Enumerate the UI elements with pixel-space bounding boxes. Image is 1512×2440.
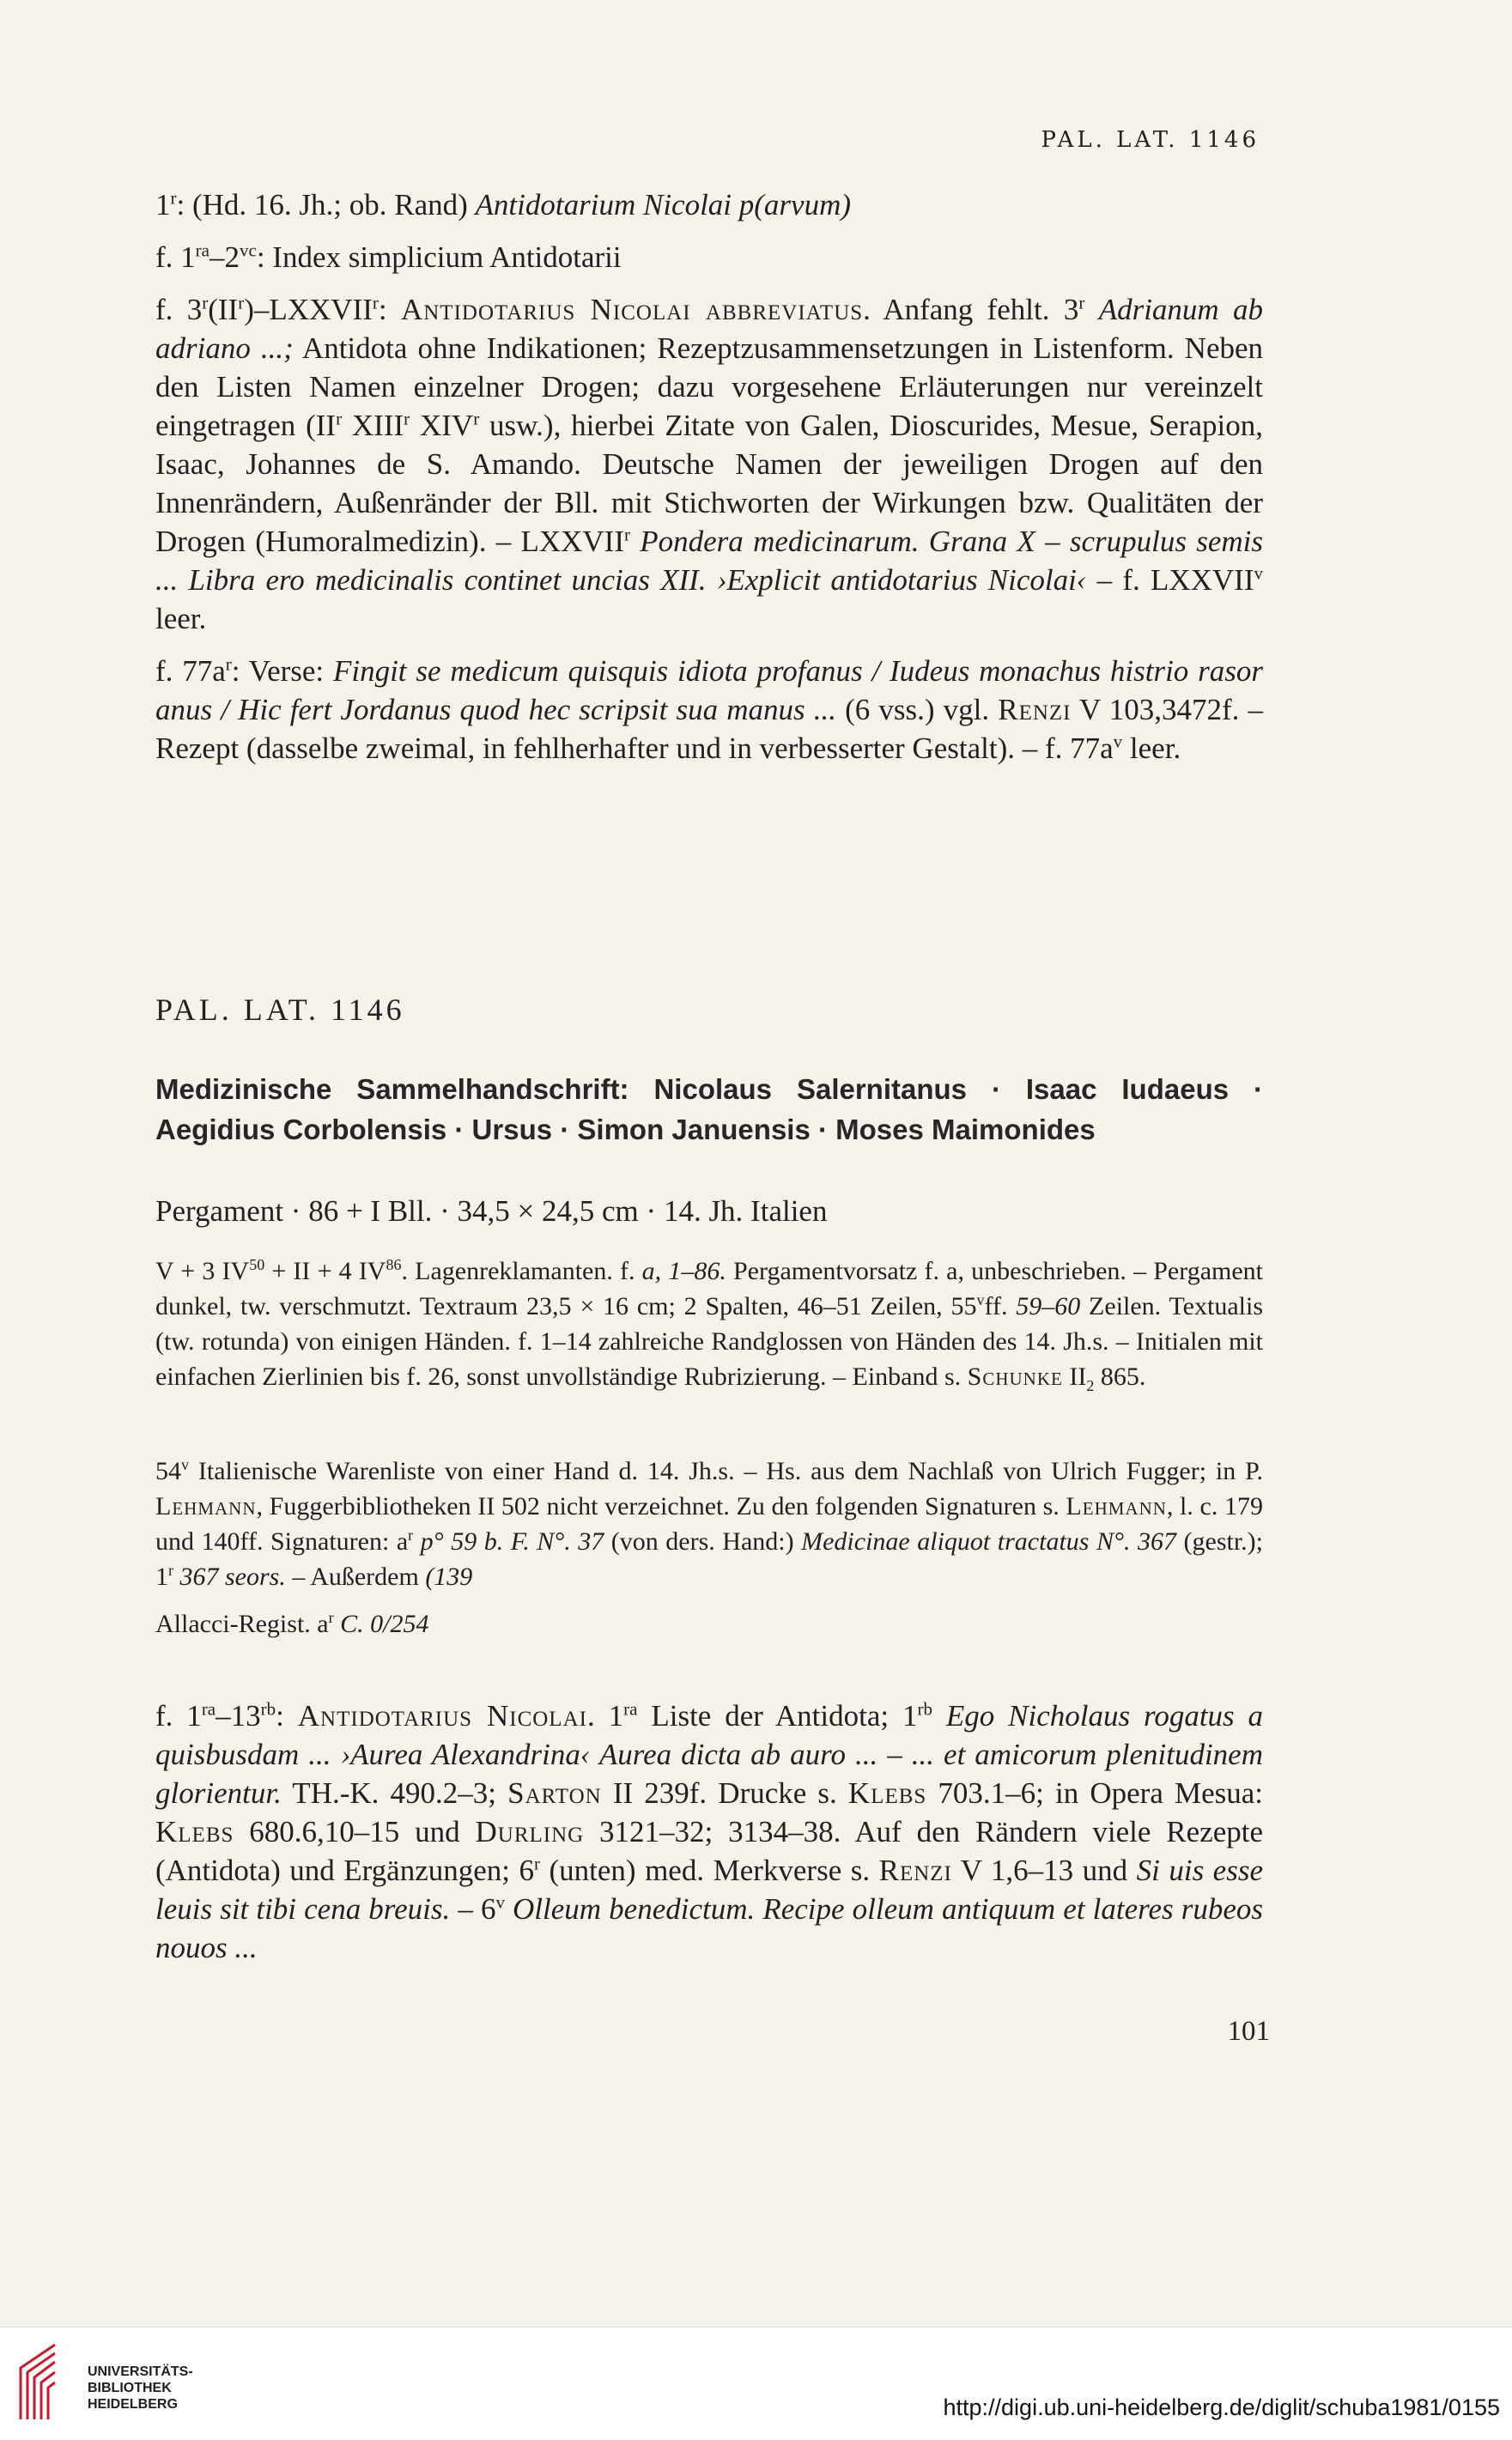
paragraph-antidotarius-abbreviatus: f. $3^r(II^r)-LXXVII^r$: Antidotarius Nicolai abbreviatus. Anfang fehlt. 3$^r$ Adrianum ab adriano ...; Antidota ohne Indikationen; Rezeptzusammensetzungen in Listenform. Neben den Listen Namen einzelner Drogen; dazu vorgesehene Erläuterungen nur vereinzelt eingetragen ($II^r$ XIII$^r$ XIV$^r$ usw.), hierbei Zitate von Galen, Dioscurides, Mesue, Serapion, Isaac, Johannes de S. Amando. Deutsche Namen der jeweiligen Drogen auf den Innenrändern, Außenränder der Bll. mit Stichworten der Wirkungen bzw. Qualitäten der Drogen (Humoralmedizin). – LXXVII$^r$ Pondera medicinarum. Grana X – scrupulus semis ... Libra ero medicinalis continet uncias XII. ›Explicit antidotarius Nicolai‹ – f. LXXVII$^v$ leer.	[155, 292, 1264, 635]
paragraph-index: f. $1^{ra}-2^{vc}$: Index simplicium Antidotarii	[155, 240, 622, 274]
codicology-paragraph: V + 3 $IV^{50}$ + II + 4 IV$^{86}$. Lagenreklamanten. f. a, 1–86. Pergamentvorsatz f. a, unbeschrieben. – Pergament dunkel, tw. verschmutzt. Textraum 23,5 × 16 cm; 2 Spalten, 46–51 Zeilen, 55$^v$ff. 59–60 Zeilen. Textualis (tw. rotunda) von einigen Händen. f. 1–14 zahlreiche Randglossen von Händen des 14. Jh.s. – Initialen mit einfachen Zierlinien bis f. 26, sonst unvollständige Rubrizierung. – Einband s. Schunke $II_2$ 865.	[155, 1256, 1263, 1394]
signature-title: PAL. LAT. 1146	[155, 992, 405, 1027]
library-name-line-3: HEIDELBERG	[88, 2397, 178, 2412]
top-section	[155, 185, 1263, 768]
running-head: PAL. LAT. 1146	[1041, 127, 1260, 153]
physical-description: Pergament · 86 + I Bll. · 34,5 × 24,5 cm · 14. Jh. Italien	[155, 1194, 828, 1228]
paragraph-verse: f. $77a^r$: Verse: Fingit se medicum quisquis idiota profanus / Iudeus monachus histrio rasor anus / Hic fert Jordanus quod hec scripsit sua manus ... (6 vss.) vgl. Renzi V 103,3472f. – Rezept (dasselbe zweimal, in fehlherhafter und in verbesserter Gestalt). – f. $77a^v$ leer.	[155, 653, 1264, 765]
source-url-link[interactable]: http://digi.ub.uni-heidelberg.de/diglit/schuba1981/0155	[943, 2394, 1500, 2420]
library-name-line-1: UNIVERSITÄTS-	[88, 2364, 193, 2379]
university-library-logo-icon	[12, 2338, 77, 2424]
library-name-line-2: BIBLIOTHEK	[88, 2381, 172, 2395]
viewer-footer	[0, 2327, 1512, 2440]
page-number: 101	[1227, 2016, 1270, 2047]
contents-paragraph: f. $1^{ra}-13^{rb}$: Antidotarius Nicolai. $1^{ra}$ Liste der Antidota; $1^{rb}$ Ego Nicholaus rogatus a quisbusdam ... ›Aurea Alexandrina‹ Aurea dicta ab auro ... – ... et amicorum plenitudinem glorientur. TH.-K. 490.2–3; Sarton II 239f. Drucke s. Klebs 703.1–6; in Opera Mesua: Klebs 680.6,10–15 und Durling 3121–32; 3134–38. Auf den Rändern viele Rezepte (Antidota) und Ergänzungen; 6$^r$ (unten) med. Merkverse s. Renzi V 1,6–13 und Si uis esse leuis sit tibi cena breuis. – 6$^v$ Olleum benedictum. Recipe olleum antiquum et lateres rubeos nouos ...	[155, 1698, 1264, 1964]
provenance-paragraph: 54$^v$ Italienische Warenliste von einer Hand d. 14. Jh.s. – Hs. aus dem Nachlaß von Ulrich Fugger; in P. Lehmann, Fuggerbibliotheken II 502 nicht verzeichnet. Zu den folgenden Signaturen s. Lehmann, l. c. 179 und 140ff. Signaturen: $a^r$ p° 59 b. F. N°. 37 (von ders. Hand:) Medicinae aliquot tractatus N°. 367 (gestr.); 1$^r$ 367 seors. – Außerdem (139 Allacci-Regist. $a^r$ C. 0/254	[155, 1456, 1263, 1638]
library-name	[88, 2364, 193, 2413]
paragraph-1r: 1$^r$: (Hd. 16. Jh.; ob. Rand) Antidotarium Nicolai p(arvum)	[155, 187, 852, 222]
manuscript-heading: Medizinische Sammelhandschrift: Nicolaus Salernitanus · Isaac Iudaeus · Aegidius Corbolensis · Ursus · Simon Januensis · Moses Maimonides	[155, 1073, 1263, 1145]
